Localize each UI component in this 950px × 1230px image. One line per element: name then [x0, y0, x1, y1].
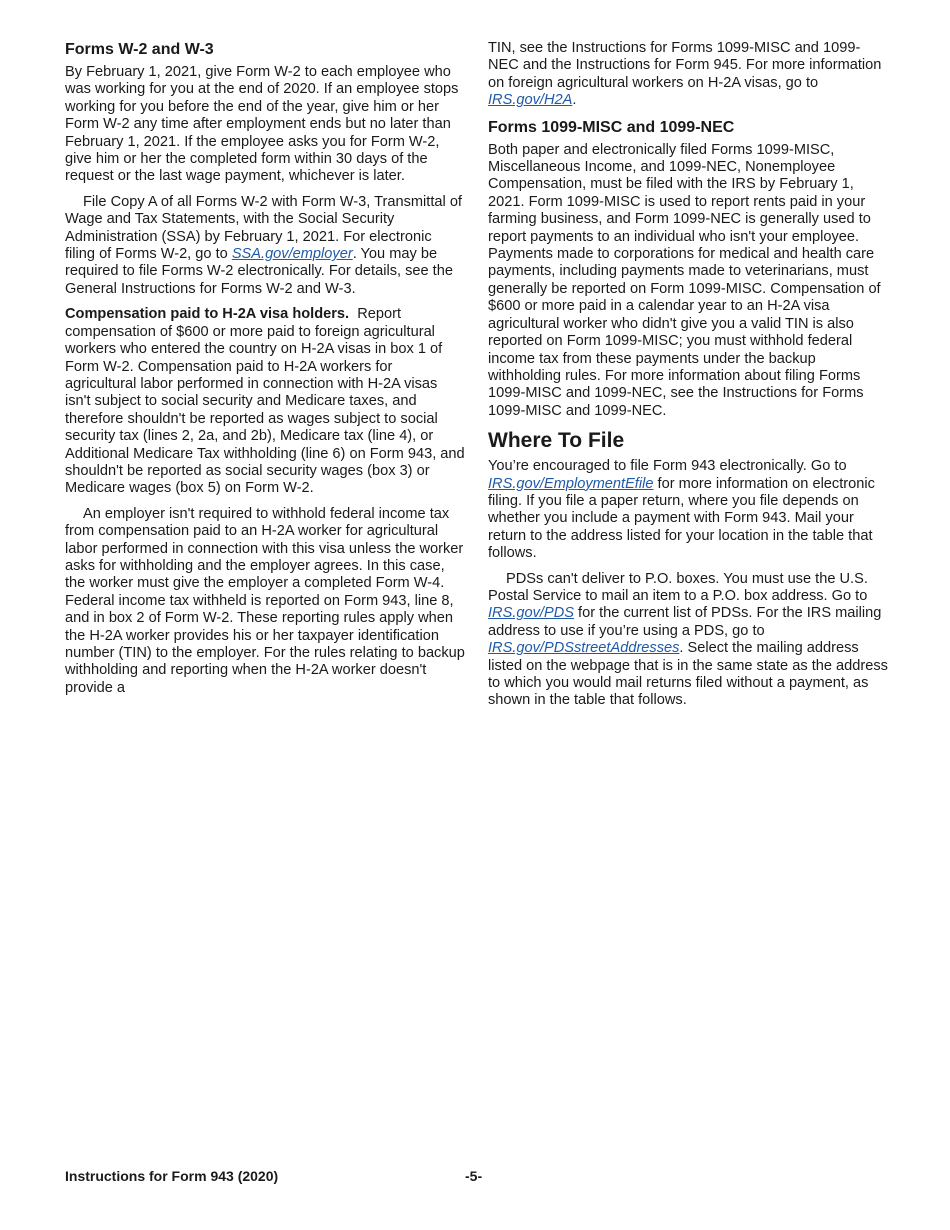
paragraph-h2a-withholding: An employer isn't required to withhold federal income tax from compensation paid to an H-2A worker for agricultural labor performed in connection with this visa unless the worker asks for withholding and the employer agrees. In this case, the worker must give the employer a completed Form W-4. Federal income tax withheld is reported on Form 943, line 8, and in box 2 of Form W-2. These reporting rules apply when the H-2A worker provides his or her taxpayer identification number (TIN) to the employer. For the rules relating to backup withholding and reporting when the H-2A worker doesn't provide a [65, 505, 465, 696]
left-column [65, 40, 465, 705]
heading-where-to-file: Where To File [488, 429, 625, 453]
page-footer [65, 1168, 885, 1184]
ssa-employer-link[interactable]: SSA.gov/employer [231, 246, 353, 263]
text: TIN, see the Instructions for Forms 1099-MISC and 1099-NEC and the Instructions for Form 945. For more information on foreign agricultural workers on H-2A visas, go to [488, 40, 882, 91]
heading-forms-w2-w3: Forms W-2 and W-3 [65, 41, 214, 58]
text: for more information on electronic filing. If you file a paper return, where you file depends on whether you include a payment with Form 943. Mail your return to the address listed for your location in the table that follows. [488, 475, 875, 562]
paragraph-w2-deadline: By February 1, 2021, give Form W-2 to each employee who was working for you at the end of 2020. If an employee stops working for you before the end of the year, give him or her Form W-2 any time after employment ends but no later than February 1, 2021. If the employee asks you for Form W-2, give him or her the completed form within 30 days of the request or the last wage payment, whichever is later. [65, 64, 459, 185]
irs-employment-efile-link[interactable]: IRS.gov/EmploymentEfile [488, 475, 654, 492]
runin-heading-h2a: Compensation paid to H-2A visa holders. [65, 306, 350, 323]
paragraph-pds [488, 571, 888, 710]
text: Report compensation of $600 or more paid to foreign agricultural workers who entered the country on H-2A visas in box 1 of Form W-2. Compensation paid to H-2A workers for agricultural labor performed in connection with H-2A visas isn't subject to social security and Medicare taxes, and therefore shouldn't be reported as wages subject to social security tax (lines 2, 2a, and 2b), Medicare tax (line 4), or Additional Medicare Tax withholding (line 6) on Form 943, and shouldn't be reported as social security wages (box 3) or Medicare wages (box 5) on Form W-2. [65, 306, 465, 497]
heading-forms-1099: Forms 1099-MISC and 1099-NEC [488, 118, 735, 136]
right-column [488, 40, 888, 718]
text: . [572, 92, 577, 109]
irs-pds-link[interactable]: IRS.gov/PDS [488, 605, 574, 622]
text: You’re encouraged to file Form 943 electronically. Go to [488, 458, 847, 475]
page-number: -5- [465, 1168, 483, 1184]
paragraph-continued-tin [488, 40, 888, 110]
footer-title: Instructions for Form 943 (2020) [65, 1168, 279, 1184]
irs-h2a-link[interactable]: IRS.gov/H2A [488, 92, 573, 109]
text: . You may be required to file Forms W-2 electronically. For details, see the General Instructions for Forms W-2 and W-3. [65, 246, 453, 297]
text: File Copy A of all Forms W-2 with Form W-3, Transmittal of Wage and Tax Statements, with the Social Security Administration (SSA) by February 1, 2021. For electronic filing of Forms W-2, go to [65, 193, 462, 263]
paragraph-file-copy-a [65, 194, 465, 298]
text: . Select the mailing address listed on the webpage that is in the same state as the address to which you would mail returns filed without a payment, as shown in the table that follows. [488, 640, 888, 709]
paragraph-electronic-filing [488, 458, 888, 562]
text: for the current list of PDSs. For the IRS mailing address to use if you’re using a PDS, go to [488, 605, 882, 639]
irs-pds-street-addresses-link[interactable]: IRS.gov/PDSstreetAddresses [488, 640, 680, 657]
paragraph-1099: Both paper and electronically filed Forms 1099-MISC, Miscellaneous Income, and 1099-NEC, Nonemployee Compensation, must be filed with the IRS by February 1, 2021. Form 1099-MISC is used to report rents paid in your farming business, and Form 1099-NEC is generally used to report payments to an individual who isn't your employee. Payments made to corporations for medical and health care payments, including payments made to veterinarians, must generally be reported on Form 1099-MISC. Compensation of $600 or more paid in a calendar year to an H-2A visa agricultural worker who didn't give you a valid TIN is also reported on Form 1099-MISC; you must withhold federal income tax from these payments under the backup withholding rules. For more information about filing Forms 1099-MISC and 1099-NEC, see the Instructions for Forms 1099-MISC and 1099-NEC. [488, 141, 881, 419]
paragraph-h2a-compensation [65, 306, 465, 497]
text: PDSs can't deliver to P.O. boxes. You must use the U.S. Postal Service to mail an item to a P.O. box address. Go to [488, 570, 868, 604]
